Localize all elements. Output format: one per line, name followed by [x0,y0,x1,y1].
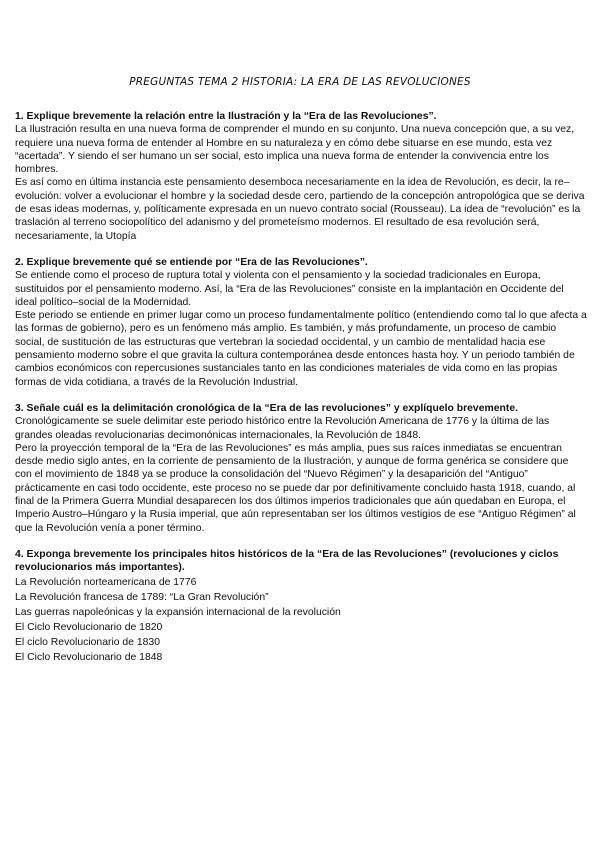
list-item: El Ciclo Revolucionario de 1820 [15,621,163,633]
question-heading: 1. Explique brevemente la relación entre la Ilustración y la “Era de las Revoluciones”. [15,111,437,122]
list-item: Las guerras napoleónicas y la expansión internacional de la revolución [15,606,341,618]
section-1 [15,110,587,243]
answer-paragraph: Es así como en última instancia este pensamiento desemboca necesariamente en la idea de Revolución, es decir, la re–evolución: volver a evolucionar el hombre y la sociedad desde cero, partiendo de la concepción antropológica que se deriva de esas ideas modernas, y, políticamente expresada en un nuevo contrato social (Rousseau). La idea de “revolución” es la traslación al terreno sociopolítico del adanismo y del prometeísmo modernos. El resultado de esa revolución será, necesariamente, la Utopía [15,177,585,242]
section-2 [15,256,587,389]
question-heading: 4. Exponga brevemente los principales hitos históricos de la “Era de las Revoluciones” (revoluciones y ciclos revolucionarios más importantes). [15,548,559,574]
list-item: El Ciclo Revolucionario de 1848 [15,651,163,663]
list-item: El ciclo Revolucionario de 1830 [15,636,160,648]
answer-paragraph: La Ilustración resulta en una nueva forma de comprender el mundo en su conjunto. Una nueva concepción que, a su vez, requiere una nueva forma de entender al Hombre en su naturaleza y en cómo debe situarse en ese mundo, esta vez “acertada”. Y siendo el ser humano un ser social, esto implica una nueva forma de entender la convivencia entre los hombres. [15,124,575,176]
document-body [15,110,587,678]
question-heading: 2. Explique brevemente qué se entiende por “Era de las Revoluciones”. [15,256,368,268]
document-title: PREGUNTAS TEMA 2 HISTORIA: LA ERA DE LAS REVOLUCIONES [129,76,471,88]
answer-paragraph: Este periodo se entiende en primer lugar como un proceso fundamentalmente político (entendiendo como tal lo que afecta a las formas de gobierno), pero es un fenómeno más amplio. Es también, y más profundamente, un proceso de cambio social, de sustitución de las estructuras que vertebran la sociedad occidental, y un cambio de mentalidad hacia ese pensamiento moderno sobre el que gravita la cultura contemporánea desde entonces hasta hoy. Y un periodo también de cambios económicos con repercusiones sustanciales tanto en las condiciones materiales de vida como en las propias formas de vida cotidiana, a través de la Revolución Industrial. [15,310,587,388]
milestones-list [15,575,587,665]
question-heading: 3. Señale cuál es la delimitación cronológica de la “Era de las revoluciones” y explíquelo brevemente. [15,402,518,414]
list-item: La Revolución francesa de 1789: “La Gran Revolución” [15,591,269,603]
list-item: La Revolución norteamericana de 1776 [15,576,197,588]
answer-paragraph: Se entiende como el proceso de ruptura total y violenta con el pensamiento y la sociedad tradicionales en Europa, sustituidos por el pensamiento moderno. Así, la “Era de las Revoluciones” consiste en la implantación en Occidente del ideal político–social de la Modernidad. [15,270,564,308]
section-3 [15,402,587,535]
section-4 [15,548,587,665]
answer-paragraph: Cronológicamente se suele delimitar este periodo histórico entre la Revolución Americana de 1776 y la última de las grandes oleadas revolucionarias decimonónicas internacionales, la Revolución de 1848. [15,416,550,441]
answer-paragraph: Pero la proyección temporal de la “Era de las Revoluciones” es más amplia, pues sus raíces inmediatas se encuentran desde medio siglo antes, en la corriente de pensamiento de la Ilustración, y aunque de forma genérica se considere que con el movimiento de 1848 ya se produce la consolidación del “Nuevo Régimen” y la desaparición del “Antiguo” prácticamente en casi todo occidente, este proceso no se puede dar por definitivamente concluido hasta 1918, cuando, al final de la Primera Guerra Mundial desaparecen los dos últimos imperios tradicionales que aún quedaban en Europa, el Imperio Austro–Húngaro y la Rusia imperial, que aún representaban ser los últimos vestigios de ese “Antiguo Régimen” al que la Revolución venía a poner término. [15,442,576,534]
